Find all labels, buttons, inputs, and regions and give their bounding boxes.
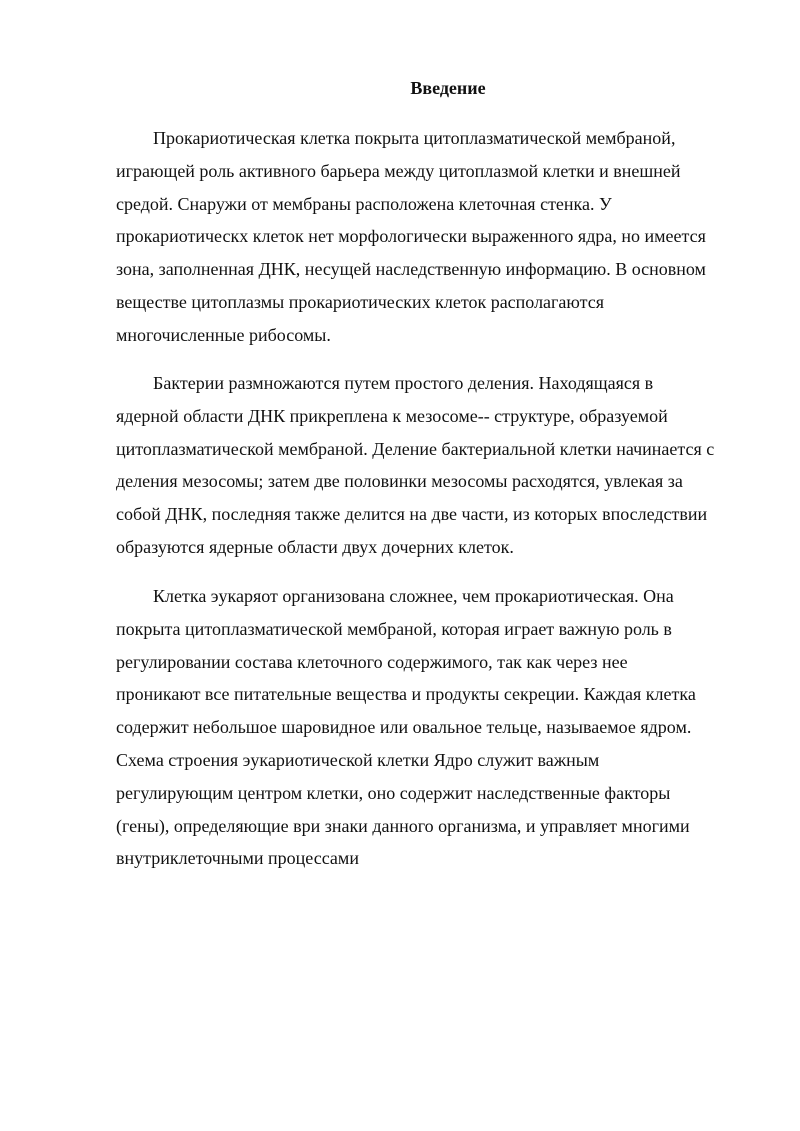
paragraph-line: собой ДНК, последняя также делится на две части, из которых впоследствии xyxy=(116,504,708,525)
paragraph-line: зона, заполненная ДНК, несущей наследственную информацию. В основном xyxy=(116,259,706,280)
paragraph-line: Схема строения эукариотической клетки Ядро служит важным xyxy=(116,749,600,770)
paragraph-line: деления мезосомы; затем две половинки мезосомы расходятся, увлекая за xyxy=(116,471,683,492)
paragraph-line: играющей роль активного барьера между цитоплазмой клетки и внешней xyxy=(116,160,681,181)
paragraph-1 xyxy=(116,122,756,352)
paragraph-line: проникают все питательные вещества и продукты секреции. Каждая клетка xyxy=(116,684,696,705)
paragraph-line: регулирующим центром клетки, оно содержит наследственные факторы xyxy=(116,782,671,803)
paragraph-line: цитоплазматической мембраной. Деление бактериальной клетки начинается с xyxy=(116,438,715,459)
paragraph-line: Клетка эукаряот организована сложнее, чем прокариотическая. Она xyxy=(153,586,674,606)
paragraph-line: Прокариотическая клетка покрыта цитоплазматической мембраной, xyxy=(153,128,676,148)
paragraph-line: ядерной области ДНК прикреплена к мезосоме-- структуре, образуемой xyxy=(116,405,668,426)
paragraph-line: многочисленные рибосомы. xyxy=(116,324,331,345)
paragraph-3 xyxy=(116,580,756,875)
paragraph-line: средой. Снаружи от мембраны расположена клеточная стенка. У xyxy=(116,193,612,214)
paragraph-line: внутриклеточными процессами xyxy=(116,848,359,869)
paragraph-line: Бактерии размножаются путем простого деления. Находящаяся в xyxy=(153,373,654,393)
paragraph-line: покрыта цитоплазматической мембраной, которая играет важную роль в xyxy=(116,618,672,639)
paragraph-line: образуются ядерные области двух дочерних клеток. xyxy=(116,536,514,557)
document-title: Введение xyxy=(410,78,486,98)
paragraph-line: веществе цитоплазмы прокариотических клеток располагаются xyxy=(116,291,604,312)
paragraph-line: прокариотическх клеток нет морфологически выраженного ядра, но имеется xyxy=(116,226,706,247)
paragraph-line: (гены), определяющие ври знаки данного организма, и управляет многими xyxy=(116,815,690,836)
paragraph-2 xyxy=(116,367,756,564)
paragraph-line: содержит небольшое шаровидное или овальное тельце, называемое ядром. xyxy=(116,717,692,738)
paragraph-line: регулировании состава клеточного содержимого, так как через нее xyxy=(116,651,628,672)
